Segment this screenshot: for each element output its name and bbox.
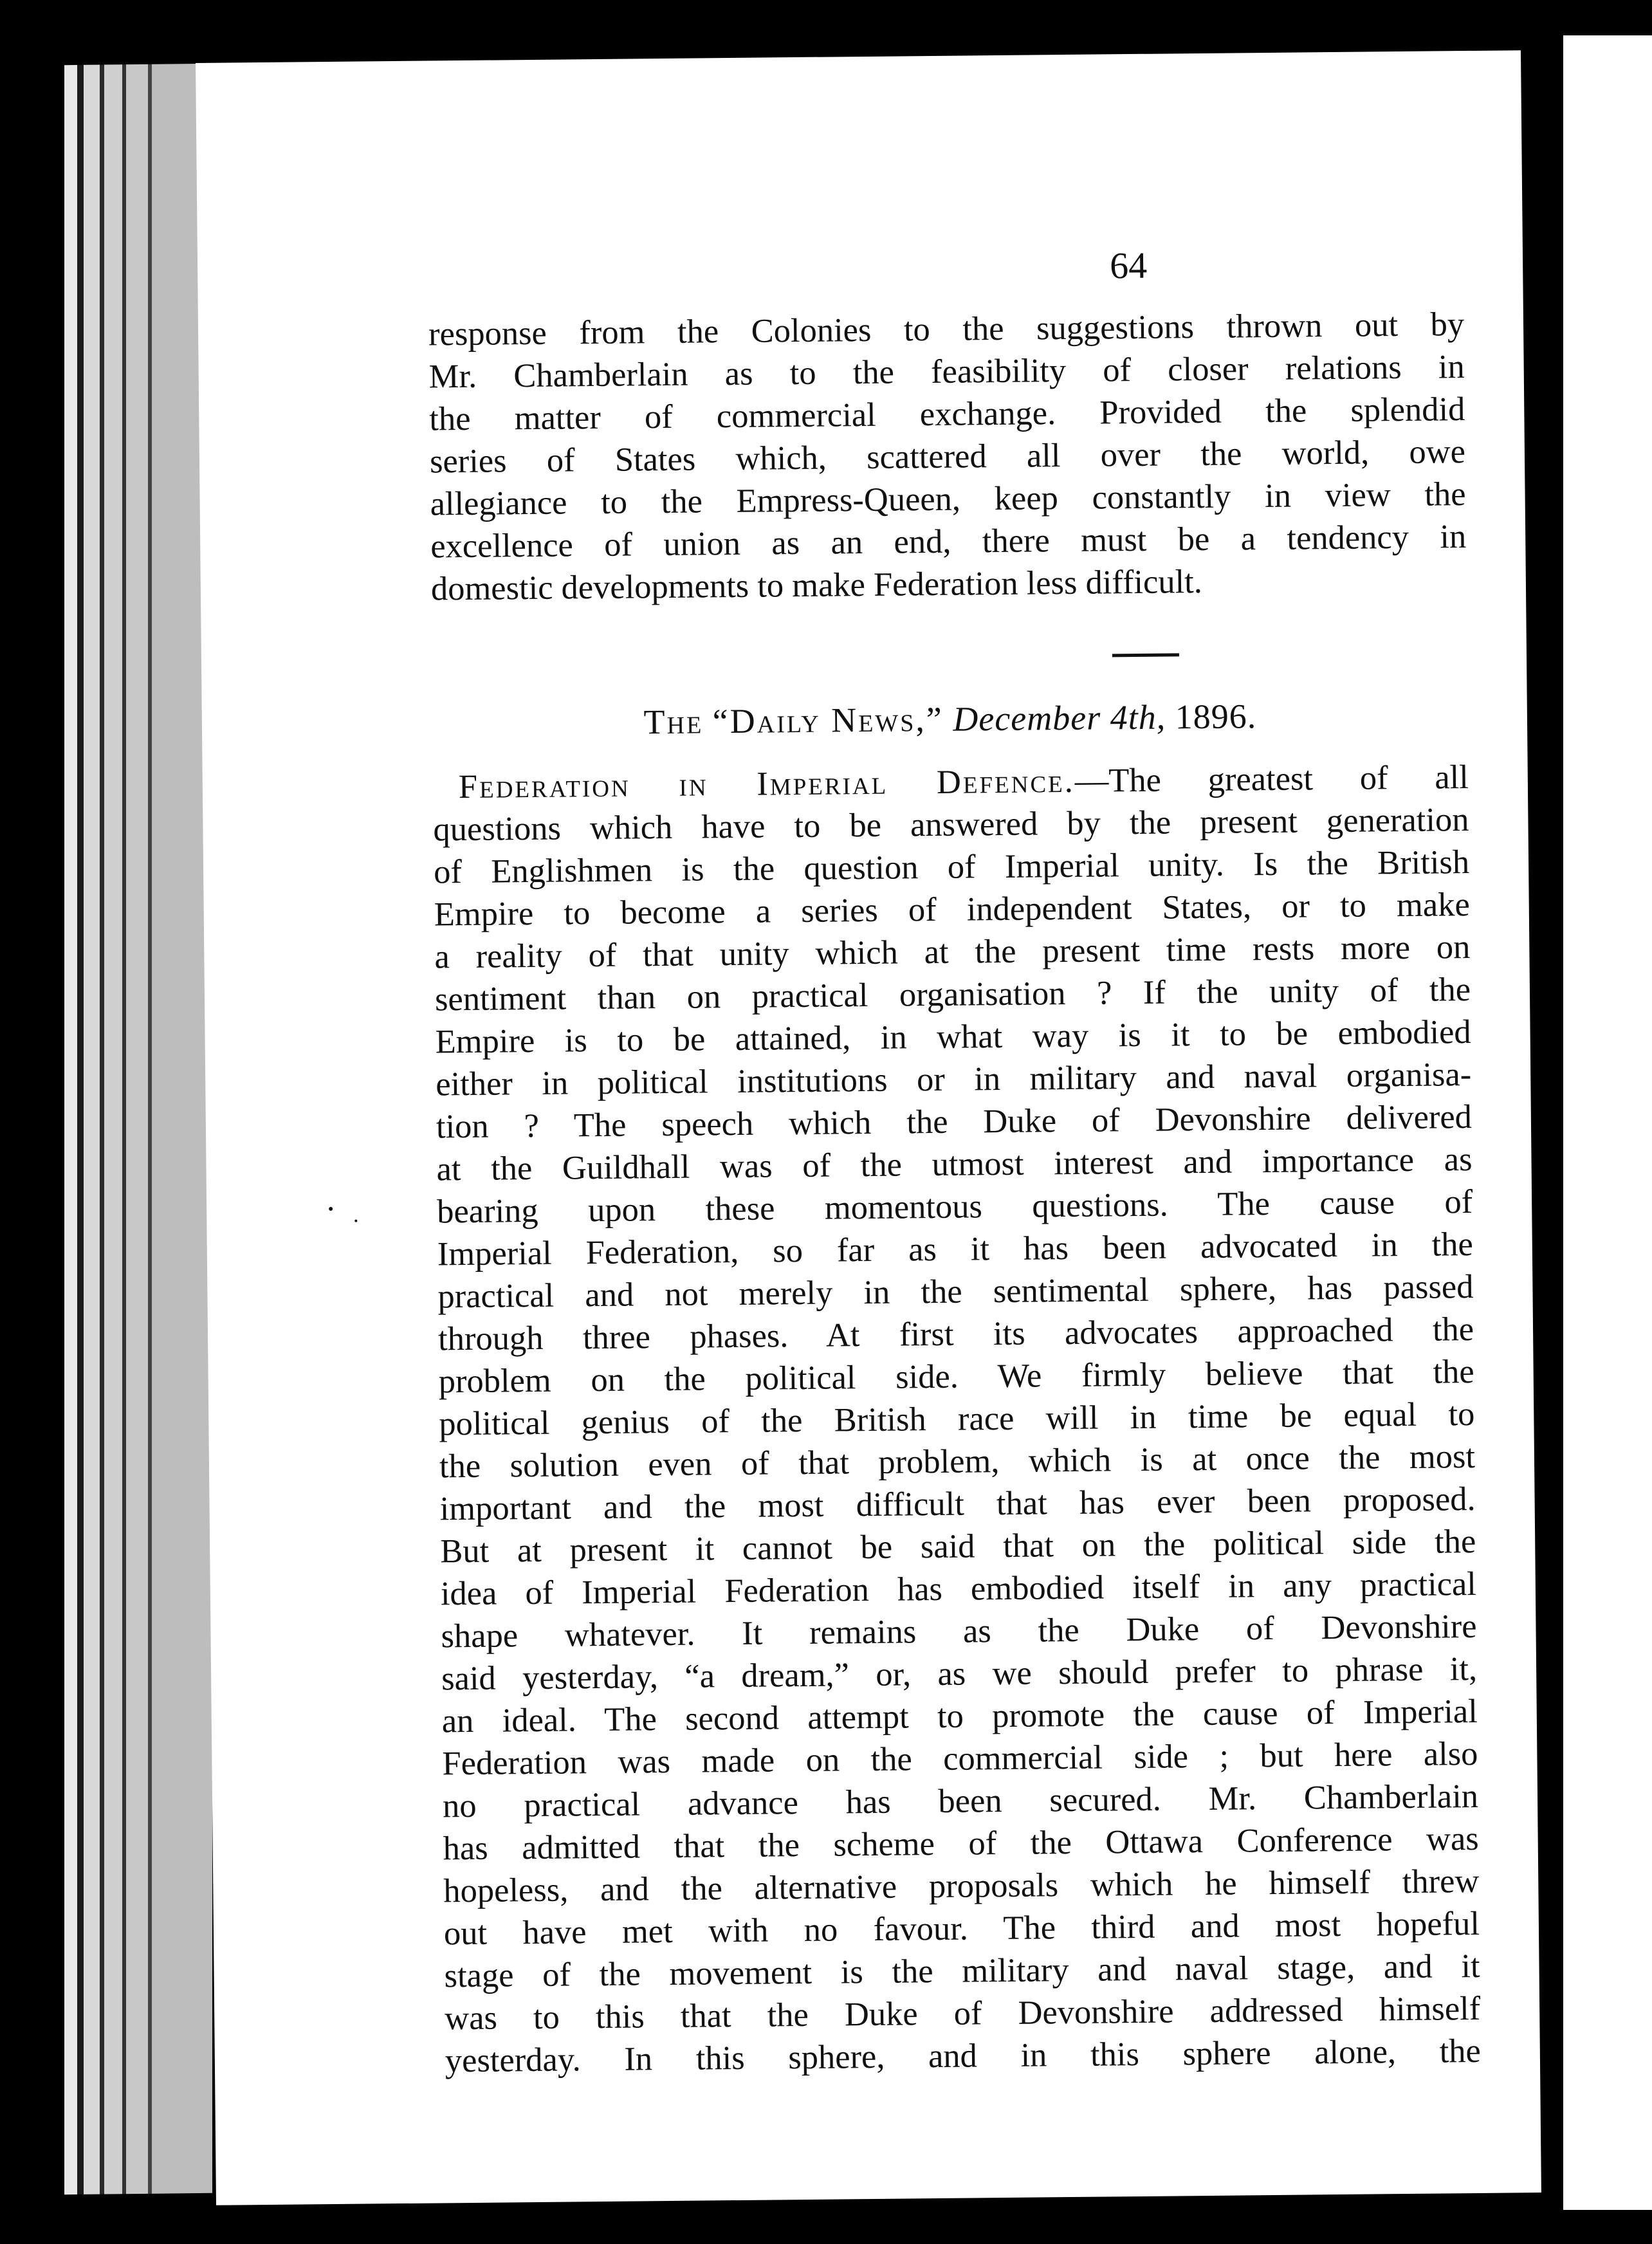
heading-date: December 4th,: [953, 697, 1166, 739]
text-line: was to this that the Duke of Devonshire addressed himself: [444, 1989, 1481, 2037]
text-line: Mr. Chamberlain as to the feasibility of closer relations in: [428, 348, 1465, 396]
page-number: 64: [1109, 244, 1148, 287]
text-line: But at present it cannot be said that on the political side the: [440, 1522, 1476, 1570]
text-line: problem on the political side. We firmly believe that the: [438, 1352, 1474, 1401]
text-line: questions which have to be answered by the present generation: [433, 801, 1469, 849]
text-line: out have met with no favour. The third and most hopeful: [443, 1904, 1480, 1953]
text-line: political genius of the British race will in time be equal to: [439, 1395, 1475, 1443]
text-line: series of States which, scattered all over the world, owe: [429, 433, 1466, 481]
text-line: allegiance to the Empress-Queen, keep constantly in view the: [430, 475, 1466, 523]
text-line: yesterday. In this sphere, and in this sphere alone, the: [445, 2032, 1482, 2080]
text-line: bearing upon these momentous questions. The cause of: [436, 1182, 1473, 1231]
text-line: practical and not merely in the sentimental sphere, has passed: [437, 1267, 1474, 1316]
article-first-line-rest: —The greatest of all: [1074, 759, 1469, 800]
scan-top-border: [0, 0, 1652, 39]
heading-year: 1896.: [1175, 697, 1257, 737]
article-body: [433, 756, 1482, 2082]
text-line: important and the most difficult that has ever been proposed.: [439, 1480, 1476, 1528]
book-page: [196, 50, 1541, 2205]
text-line: has admitted that the scheme of the Ottawa Conference was: [443, 1819, 1479, 1868]
text-line: sentiment than on practical organisation ? If the unity of the: [434, 971, 1471, 1018]
text-line: idea of Imperial Federation has embodied itself in any practical: [440, 1565, 1477, 1613]
text-line: Federation was made on the commercial side ; but here also: [442, 1734, 1478, 1783]
text-line: no practical advance has been secured. Mr. Chamberlain: [442, 1777, 1479, 1825]
text-line: shape whatever. It remains as the Duke of Devonshire: [441, 1607, 1477, 1655]
heading-source: “Daily News,”: [712, 699, 944, 741]
text-line: stage of the movement is the military and naval stage, and it: [444, 1947, 1480, 1995]
text-block: [426, 51, 1482, 2080]
text-line: tion ? The speech which the Duke of Devonshire delivered: [436, 1098, 1473, 1146]
text-line: Empire to become a series of independent States, or to make: [434, 886, 1470, 933]
text-line: an ideal. The second attempt to promote the cause of Imperial: [441, 1692, 1478, 1740]
text-line: of Englishmen is the question of Imperial unity. Is the British: [433, 843, 1470, 891]
text-line: said yesterday, “a dream,” or, as we should prefer to phrase it,: [441, 1650, 1478, 1698]
text-line: hopeless, and the alternative proposals which he himself threw: [443, 1862, 1480, 1910]
text-line: the matter of commercial exchange. Provided the splendid: [429, 391, 1465, 438]
text-line: a reality of that unity which at the present time rests more on: [434, 928, 1471, 976]
text-line: response from the Colonies to the suggestions thrown out by: [428, 306, 1465, 353]
paragraph-continuation: [428, 303, 1467, 610]
scan-specks: [196, 50, 1521, 63]
text-line: either in political institutions or in military and naval organisa-: [436, 1056, 1472, 1103]
section-divider: [1112, 653, 1179, 657]
article-heading: [432, 693, 1469, 745]
book-page-edges: [64, 64, 212, 2194]
text-line: the solution even of that problem, which is at once the most: [439, 1437, 1476, 1485]
text-line: at the Guildhall was of the utmost interest and importance as: [436, 1140, 1473, 1188]
text-line: excellence of union as an end, there must be a tendency in: [430, 518, 1467, 566]
article-lead: Federation in Imperial Defence.: [458, 762, 1076, 806]
heading-prefix: The: [643, 702, 704, 742]
text-line: Imperial Federation, so far as it has been advocated in the: [437, 1225, 1474, 1273]
text-line: through three phases. At first its advocates approached the: [437, 1310, 1474, 1358]
text-line: Empire is to be attained, in what way is it to be embodied: [435, 1013, 1471, 1061]
facing-page-edge: [1544, 35, 1652, 2210]
text-line: domestic developments to make Federation less difficult.: [430, 562, 1203, 608]
